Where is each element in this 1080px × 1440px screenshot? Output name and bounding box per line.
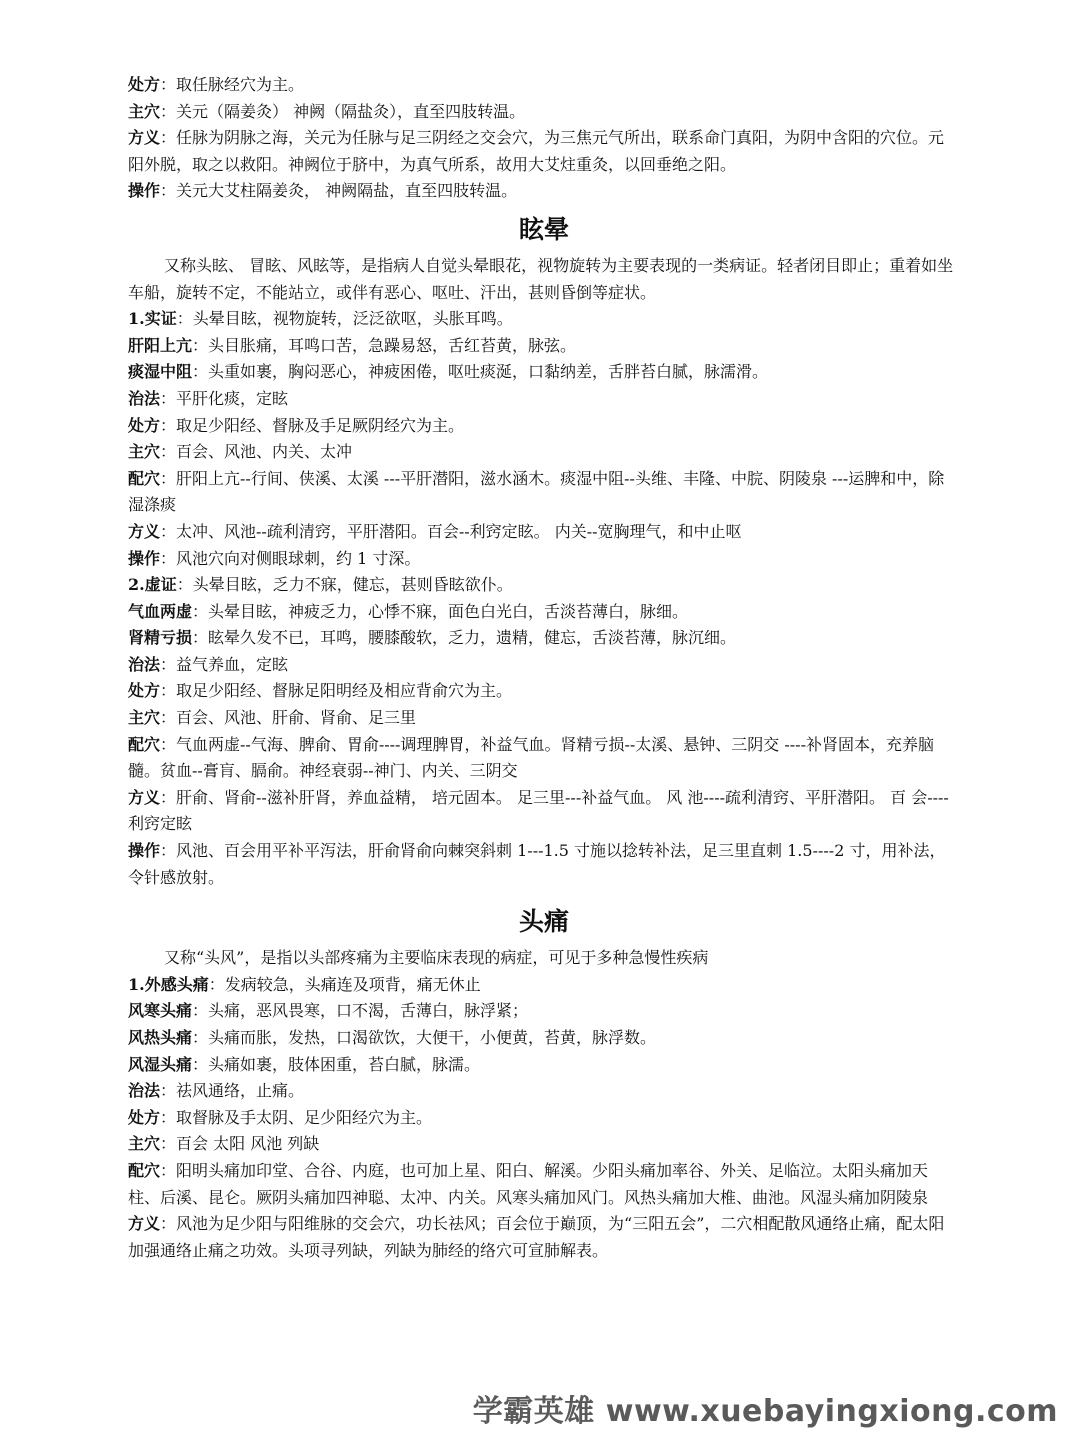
text-line <box>128 972 960 999</box>
line-label: 方义 <box>128 128 161 148</box>
text-line <box>128 1105 960 1132</box>
line-text: ：气血两虚--气海、脾俞、胃俞----调理脾胃，补益气血。肾精亏损--太溪、悬钟、三阴交 ----补肾固本，充养脑髓。贫血--膏肓、膈俞。神经衰弱--神门、内关、三阴交 <box>128 734 934 781</box>
text-line <box>128 1078 960 1105</box>
line-label: 方义 <box>128 1214 161 1234</box>
line-text: ：风池穴向对侧眼球刺，约 1 寸深。 <box>160 548 421 568</box>
line-text: ：关元（隔姜灸） 神阙（隔盐灸），直至四肢转温。 <box>160 101 526 121</box>
line-label: 处方 <box>128 415 161 435</box>
line-text: ：关元大艾柱隔姜灸， 神阙隔盐，直至四肢转温。 <box>160 181 518 201</box>
line-label: 主穴 <box>128 101 161 121</box>
text-line <box>128 998 960 1025</box>
top-block <box>128 72 960 205</box>
text-line <box>128 785 960 838</box>
text-line <box>128 546 960 573</box>
text-line <box>128 466 960 519</box>
line-text: ：风池为足少阳与阳维脉的交会穴，功长祛风；百会位于巅顶，为“三阳五会”，二穴相配散风通络止痛，配太阳加强通络止痛之功效。头项寻列缺，列缺为肺经的络穴可宣肺解表。 <box>128 1214 945 1260</box>
text-line <box>128 72 960 99</box>
text-line <box>128 178 960 205</box>
line-text: ：头目胀痛，耳鸣口苦，急躁易怒，舌红苔黄，脉弦。 <box>192 335 577 355</box>
line-label: 痰湿中阻 <box>128 362 193 382</box>
line-text: ：任脉为阴脉之海，关元为任脉与足三阴经之交会穴，为三焦元气所出，联系命门真阳，为阴中含阳的穴位。元阳外脱，取之以救阳。神阙位于脐中，为真气所系，故用大艾炷重灸，以回垂绝之阳。 <box>128 128 945 174</box>
line-text: ：头晕目眩，视物旋转，泛泛欲呕，头胀耳鸣。 <box>176 309 513 329</box>
section-body-headache <box>128 972 960 1265</box>
line-text: ：阳明头痛加印堂、合谷、内庭，也可加上星、阳白、解溪。少阳头痛加率谷、外关、足临泣。太阳头痛加天柱、后溪、昆仑。厥阴头痛加四神聪、太冲、内关。风寒头痛加风门。风热头痛加大椎、曲池。风湿头痛加阴陵泉 <box>128 1160 929 1207</box>
text-line <box>128 1025 960 1052</box>
line-label: 风热头痛 <box>128 1028 193 1047</box>
line-text: ：太冲、风池--疏利清窍，平肝潜阳。百会--利窍定眩。 内关--宽胸理气，和中止呕 <box>160 521 742 541</box>
section-title-vertigo: 眩晕 <box>518 214 569 244</box>
line-label: 处方 <box>128 75 161 94</box>
text-line <box>128 572 960 599</box>
text-line <box>128 599 960 626</box>
line-text: ：头痛而胀，发热，口渴欲饮，大便干，小便黄，苔黄，脉浮数。 <box>192 1028 657 1047</box>
line-label: 操作 <box>128 841 161 861</box>
section-title-headache: 头痛 <box>518 907 569 937</box>
text-line <box>128 306 960 333</box>
line-label: 治法 <box>128 1081 161 1101</box>
line-label: 治法 <box>128 388 161 408</box>
text-line <box>128 732 960 785</box>
line-text: ：百会 太阳 风池 列缺 <box>160 1134 320 1154</box>
document-page <box>128 72 960 1264</box>
text-line <box>128 838 960 891</box>
line-text: ：肝阳上亢--行间、侠溪、太溪 ---平肝潜阳，滋水涵木。痰湿中阻--头维、丰隆、中脘、阴陵泉 ---运脾和中，除湿涤痰 <box>128 468 945 515</box>
line-text: ：取任脉经穴为主。 <box>160 75 305 94</box>
line-label: 配穴 <box>128 1160 161 1180</box>
line-label: 方义 <box>128 787 161 807</box>
section-body-vertigo <box>128 306 960 891</box>
line-label: 肾精亏损 <box>128 628 193 648</box>
text-line <box>128 1211 960 1264</box>
line-label: 气血两虚 <box>128 601 193 621</box>
line-label: 操作 <box>128 181 161 201</box>
line-text: ：头晕目眩，乏力不寐，健忘，甚则昏眩欲仆。 <box>176 575 513 595</box>
line-label: 风湿头痛 <box>128 1054 193 1074</box>
line-text: ：取督脉及手太阴、足少阳经穴为主。 <box>160 1107 433 1127</box>
text-line <box>128 333 960 360</box>
text-line <box>128 125 960 178</box>
line-text: ：头重如裹，胸闷恶心，神疲困倦，呕吐痰涎，口黏纳差，舌胖苔白腻，脉濡滑。 <box>192 362 769 382</box>
text-line <box>128 359 960 386</box>
line-text: ：风池、百会用平补平泻法，肝俞肾俞向棘突斜刺 1---1.5 寸施以捻转补法，足三里直刺 1.5----2 寸，用补法，令针感放射。 <box>128 841 946 887</box>
text-line <box>128 439 960 466</box>
line-text: ：百会、风池、肝俞、肾俞、足三里 <box>160 708 417 728</box>
line-label: 配穴 <box>128 734 161 754</box>
line-label: 处方 <box>128 681 161 701</box>
line-label: 方义 <box>128 521 161 541</box>
line-label: 配穴 <box>128 468 161 488</box>
text-line <box>128 519 960 546</box>
section-intro-headache: 又称“头风”，是指以头部疼痛为主要临床表现的病症，可见于多种急慢性疾病 <box>164 948 709 968</box>
line-text: ：头痛如裹，肢体困重，苔白腻，脉濡。 <box>192 1054 481 1074</box>
line-label: 风寒头痛 <box>128 1001 193 1021</box>
text-line <box>128 1158 960 1211</box>
text-line <box>128 705 960 732</box>
text-line <box>128 1052 960 1079</box>
line-text: ：平肝化痰，定眩 <box>160 388 289 408</box>
line-label: 治法 <box>128 654 161 674</box>
text-line <box>128 625 960 652</box>
text-line <box>128 99 960 126</box>
line-label: 1.外感头痛 <box>128 974 209 994</box>
line-text: ：眩晕久发不已，耳鸣，腰膝酸软，乏力，遗精，健忘，舌淡苔薄，脉沉细。 <box>192 628 737 648</box>
line-text: ：肝俞、肾俞--滋补肝肾，养血益精， 培元固本。 足三里---补益气血。 风 池----疏利清窍、平肝潜阳。 百 会----利窍定眩 <box>128 787 949 834</box>
line-label: 肝阳上亢 <box>128 335 193 355</box>
line-text: ：头痛，恶风畏寒，口不渴，舌薄白，脉浮紧； <box>192 1001 529 1021</box>
line-text: ：头晕目眩，神疲乏力，心悸不寐，面色白光白，舌淡苔薄白，脉细。 <box>192 601 689 621</box>
text-line <box>128 1131 960 1158</box>
line-label: 操作 <box>128 548 161 568</box>
line-text: ：取足少阳经、督脉足阳明经及相应背俞穴为主。 <box>160 681 513 701</box>
text-line <box>128 386 960 413</box>
line-label: 2.虚证 <box>128 575 177 595</box>
line-label: 1.实证 <box>128 309 177 329</box>
line-text: ：祛风通络，止痛。 <box>160 1081 305 1101</box>
line-text: ：取足少阳经、督脉及手足厥阴经穴为主。 <box>160 415 465 435</box>
text-line <box>128 652 960 679</box>
line-label: 主穴 <box>128 1134 161 1154</box>
line-label: 处方 <box>128 1107 161 1127</box>
section-intro-vertigo: 又称头眩、 冒眩、风眩等，是指病人自觉头晕眼花，视物旋转为主要表现的一类病证。轻者闭目即止；重着如坐车船，旋转不定，不能站立，或伴有恶心、呕吐、汗出，甚则昏倒等症状。 <box>128 255 954 302</box>
text-line <box>128 413 960 440</box>
line-text: ：益气养血，定眩 <box>160 654 289 674</box>
site-watermark: 学霸英雄 www.xuebayingxiong.com <box>472 1394 1058 1429</box>
line-text: ：发病较急，头痛连及项背，痛无休止 <box>208 974 481 994</box>
line-label: 主穴 <box>128 442 161 462</box>
text-line <box>128 678 960 705</box>
line-label: 主穴 <box>128 708 161 728</box>
line-text: ：百会、风池、内关、太冲 <box>160 442 353 462</box>
